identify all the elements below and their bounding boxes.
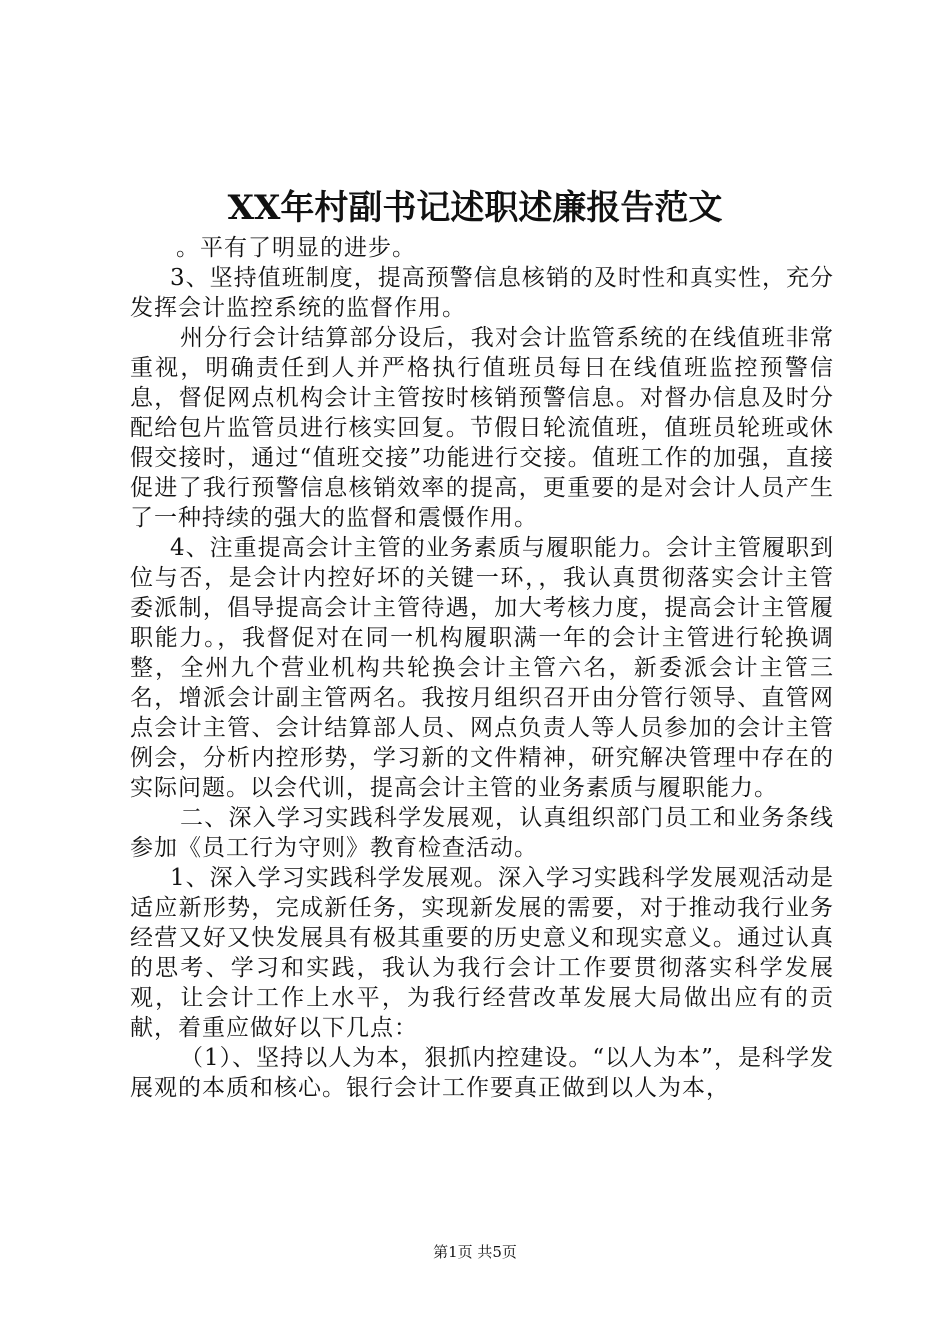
paragraph: 3、坚持值班制度，提高预警信息核销的及时性和真实性，充分发挥会计监控系统的监督作用。 (130, 265, 834, 321)
paragraph: 二、深入学习实践科学发展观，认真组织部门员工和业务条线参加《员工行为守则》教育检查活动。 (130, 805, 834, 861)
document-title: XX年村副书记述职述廉报告范文 (227, 188, 723, 228)
paragraph: 4、注重提高会计主管的业务素质与履职能力。会计主管履职到位与否，是会计内控好坏的关键一环，，我认真贯彻落实会计主管委派制，倡导提高会计主管待遇，加大考核力度，提高会计主管履职能力。，我督促对在同一机构履职满一年的会计主管进行轮换调整，全州九个营业机构共轮换会计主管六名，新委派会计主管三名，增派会计副主管两名。我按月组织召开由分管行领导、直管网点会计主管、会计结算部人员、网点负责人等人员参加的会计主管例会，分析内控形势，学习新的文件精神，研究解决管理中存在的实际问题。以会代训，提高会计主管的业务素质与履职能力。 (130, 535, 834, 801)
page-footer: 第1页 共5页 (433, 1243, 517, 1261)
paragraph: 。平有了明显的进步。 (176, 235, 416, 261)
document-body (130, 233, 834, 1103)
paragraph: （1）、坚持以人为本，狠抓内控建设。“以人为本”，是科学发展观的本质和核心。银行会计工作要真正做到以人为本， (130, 1045, 834, 1101)
paragraph: 1、深入学习实践科学发展观。深入学习实践科学发展观活动是适应新形势，完成新任务，实现新发展的需要，对于推动我行业务经营又好又快发展具有极其重要的历史意义和现实意义。通过认真的思考、学习和实践，我认为我行会计工作要贯彻落实科学发展观，让会计工作上水平，为我行经营改革发展大局做出应有的贡献，着重应做好以下几点： (130, 865, 834, 1041)
paragraph: 州分行会计结算部分设后，我对会计监管系统的在线值班非常重视，明确责任到人并严格执行值班员每日在线值班监控预警信息，督促网点机构会计主管按时核销预警信息。对督办信息及时分配给包片监管员进行核实回复。节假日轮流值班，值班员轮班或休假交接时，通过“值班交接”功能进行交接。值班工作的加强，直接促进了我行预警信息核销效率的提高，更重要的是对会计人员产生了一种持续的强大的监督和震慑作用。 (130, 325, 834, 531)
